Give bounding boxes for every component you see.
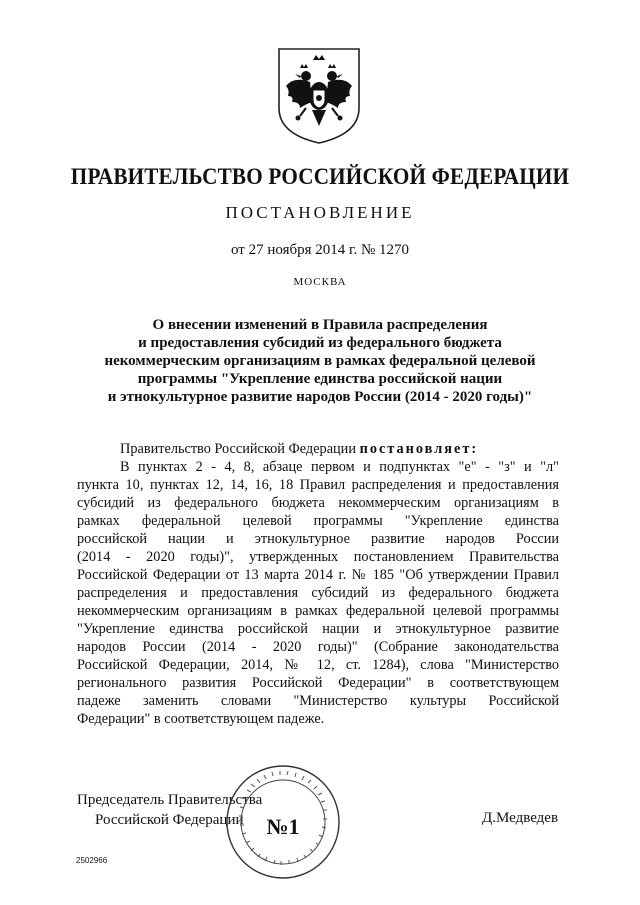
intro-decrees: постановляет: <box>359 441 479 457</box>
double-headed-eagle-icon <box>276 46 362 146</box>
body-line: российской нации и этнокультурное развитие народов России <box>77 531 559 547</box>
body-line: рамках федеральной целевой программы "Укрепление единства <box>77 513 559 529</box>
body-line: Российской Федерации от 13 марта 2014 г. № 185 "Об утверждении Правил <box>77 567 559 583</box>
subject-line: некоммерческим организациям в рамках федеральной целевой <box>104 353 536 369</box>
document-code: 2502966 <box>76 856 108 865</box>
subject-line: и предоставления субсидий из федерального бюджета <box>138 335 502 351</box>
date-and-number: от 27 ноября 2014 г. № 1270 <box>230 242 410 258</box>
body-line: субсидий из федерального бюджета некоммерческим организациям в <box>77 495 559 511</box>
signatory-name: Д.Медведев <box>482 810 559 826</box>
body-line: распределения и предоставления субсидий из федерального бюджета <box>77 585 559 601</box>
seal-stamp-icon <box>217 760 347 885</box>
body-line: пункта 10, пунктах 12, 14, 16, 18 Правил распределения и предоставления <box>77 477 559 493</box>
body-line: Федерации" в соответствующем падеже. <box>77 711 325 727</box>
position-line: Председатель Правительства <box>77 792 263 808</box>
body-intro <box>77 440 559 458</box>
city: МОСКВА <box>293 276 347 288</box>
decree-body <box>77 440 559 728</box>
government-title: ПРАВИТЕЛЬСТВО РОССИЙСКОЙ ФЕДЕРАЦИИ <box>70 164 570 189</box>
position-line: Российской Федерации <box>95 812 244 828</box>
body-line: падеже заменить словами "Министерство культуры Российской <box>77 693 559 709</box>
body-line: регионального развития Российской Федерации" в соответствующем <box>77 675 559 691</box>
body-line: Российской Федерации, 2014, № 12, ст. 1284), слова "Министерство <box>77 657 559 673</box>
body-line: некоммерческим организациям в рамках федеральной целевой программы <box>77 603 559 619</box>
body-line: (2014 - 2020 годы)", утвержденных постановлением Правительства <box>77 549 559 565</box>
official-seal <box>217 760 347 885</box>
body-line: В пунктах 2 - 4, 8, абзаце первом и подпунктах "е" - "з" и "л" <box>120 459 559 475</box>
seal-number: №1 <box>266 814 300 839</box>
coat-of-arms-emblem <box>276 46 362 146</box>
subject-line: и этнокультурное развитие народов России (2014 - 2020 годы)" <box>107 389 533 405</box>
body-line: "Укрепление единства российской нации и этнокультурное развитие <box>77 621 559 637</box>
document-subject <box>70 316 570 406</box>
intro-text: Правительство Российской Федерации <box>120 441 356 457</box>
document-type: ПОСТАНОВЛЕНИЕ <box>225 203 415 222</box>
body-line: народов России (2014 - 2020 годы)" (Собрание законодательства <box>77 639 559 655</box>
subject-line: О внесении изменений в Правила распределения <box>152 317 488 333</box>
subject-line: программы "Укрепление единства российской нации <box>137 371 503 387</box>
